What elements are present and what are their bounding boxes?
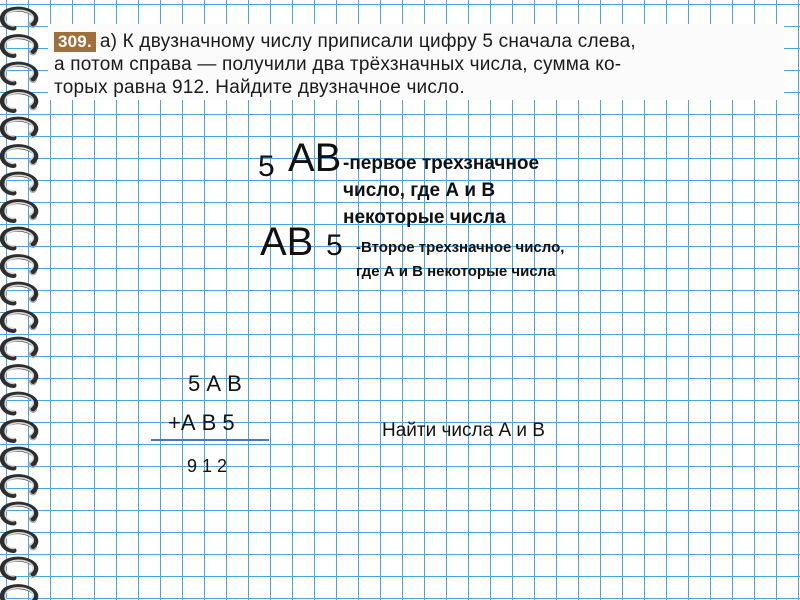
sum-underline <box>151 439 269 441</box>
binding-ring <box>2 559 36 578</box>
task-text: Найти числа А и В <box>382 420 545 441</box>
problem-line-1 <box>54 30 776 53</box>
problem-text-line-3: торых равна 912. Найдите двузначное число. <box>54 77 465 98</box>
binding-ring <box>2 422 36 441</box>
second-number-letters: АВ <box>260 220 314 264</box>
binding-ring <box>2 312 36 331</box>
binding-ring <box>2 147 36 166</box>
binding-ring <box>2 92 36 111</box>
first-number-letters: АВ <box>288 136 342 180</box>
binding-ring <box>2 257 36 276</box>
second-number-description: -Второе трехзначное число, где А и В некоторые числа <box>356 239 565 280</box>
spiral-binding <box>0 0 52 600</box>
sum-result: 9 1 2 <box>187 456 228 476</box>
binding-ring <box>2 532 36 551</box>
binding-ring <box>2 367 36 386</box>
binding-ring <box>2 202 36 221</box>
sum-addend-2: +А В 5 <box>168 410 235 435</box>
problem-number-badge: 309. <box>54 32 96 52</box>
binding-ring <box>2 37 36 56</box>
binding-ring <box>2 9 36 28</box>
binding-ring <box>2 587 36 600</box>
binding-ring <box>2 504 36 523</box>
binding-ring <box>2 477 36 496</box>
binding-ring <box>2 339 36 358</box>
sum-addend-1: 5 А В <box>188 371 242 396</box>
problem-text-line-2: а потом справа — получили два трёхзначных числа, сумма ко- <box>54 54 622 75</box>
binding-ring <box>2 174 36 193</box>
first-number-description: -первое трехзначное число, где А и В некоторые числа <box>343 153 540 228</box>
first-number-digit: 5 <box>258 150 275 183</box>
binding-ring <box>2 449 36 468</box>
binding-ring <box>2 64 36 83</box>
binding-ring <box>2 284 36 303</box>
binding-ring <box>2 394 36 413</box>
second-number-digit: 5 <box>326 229 343 262</box>
problem-text-line-1: а) К двузначному числу приписали цифру 5 сначала слева, <box>99 31 636 52</box>
binding-ring <box>2 229 36 248</box>
problem-statement-card <box>48 24 784 100</box>
binding-ring <box>2 119 36 138</box>
